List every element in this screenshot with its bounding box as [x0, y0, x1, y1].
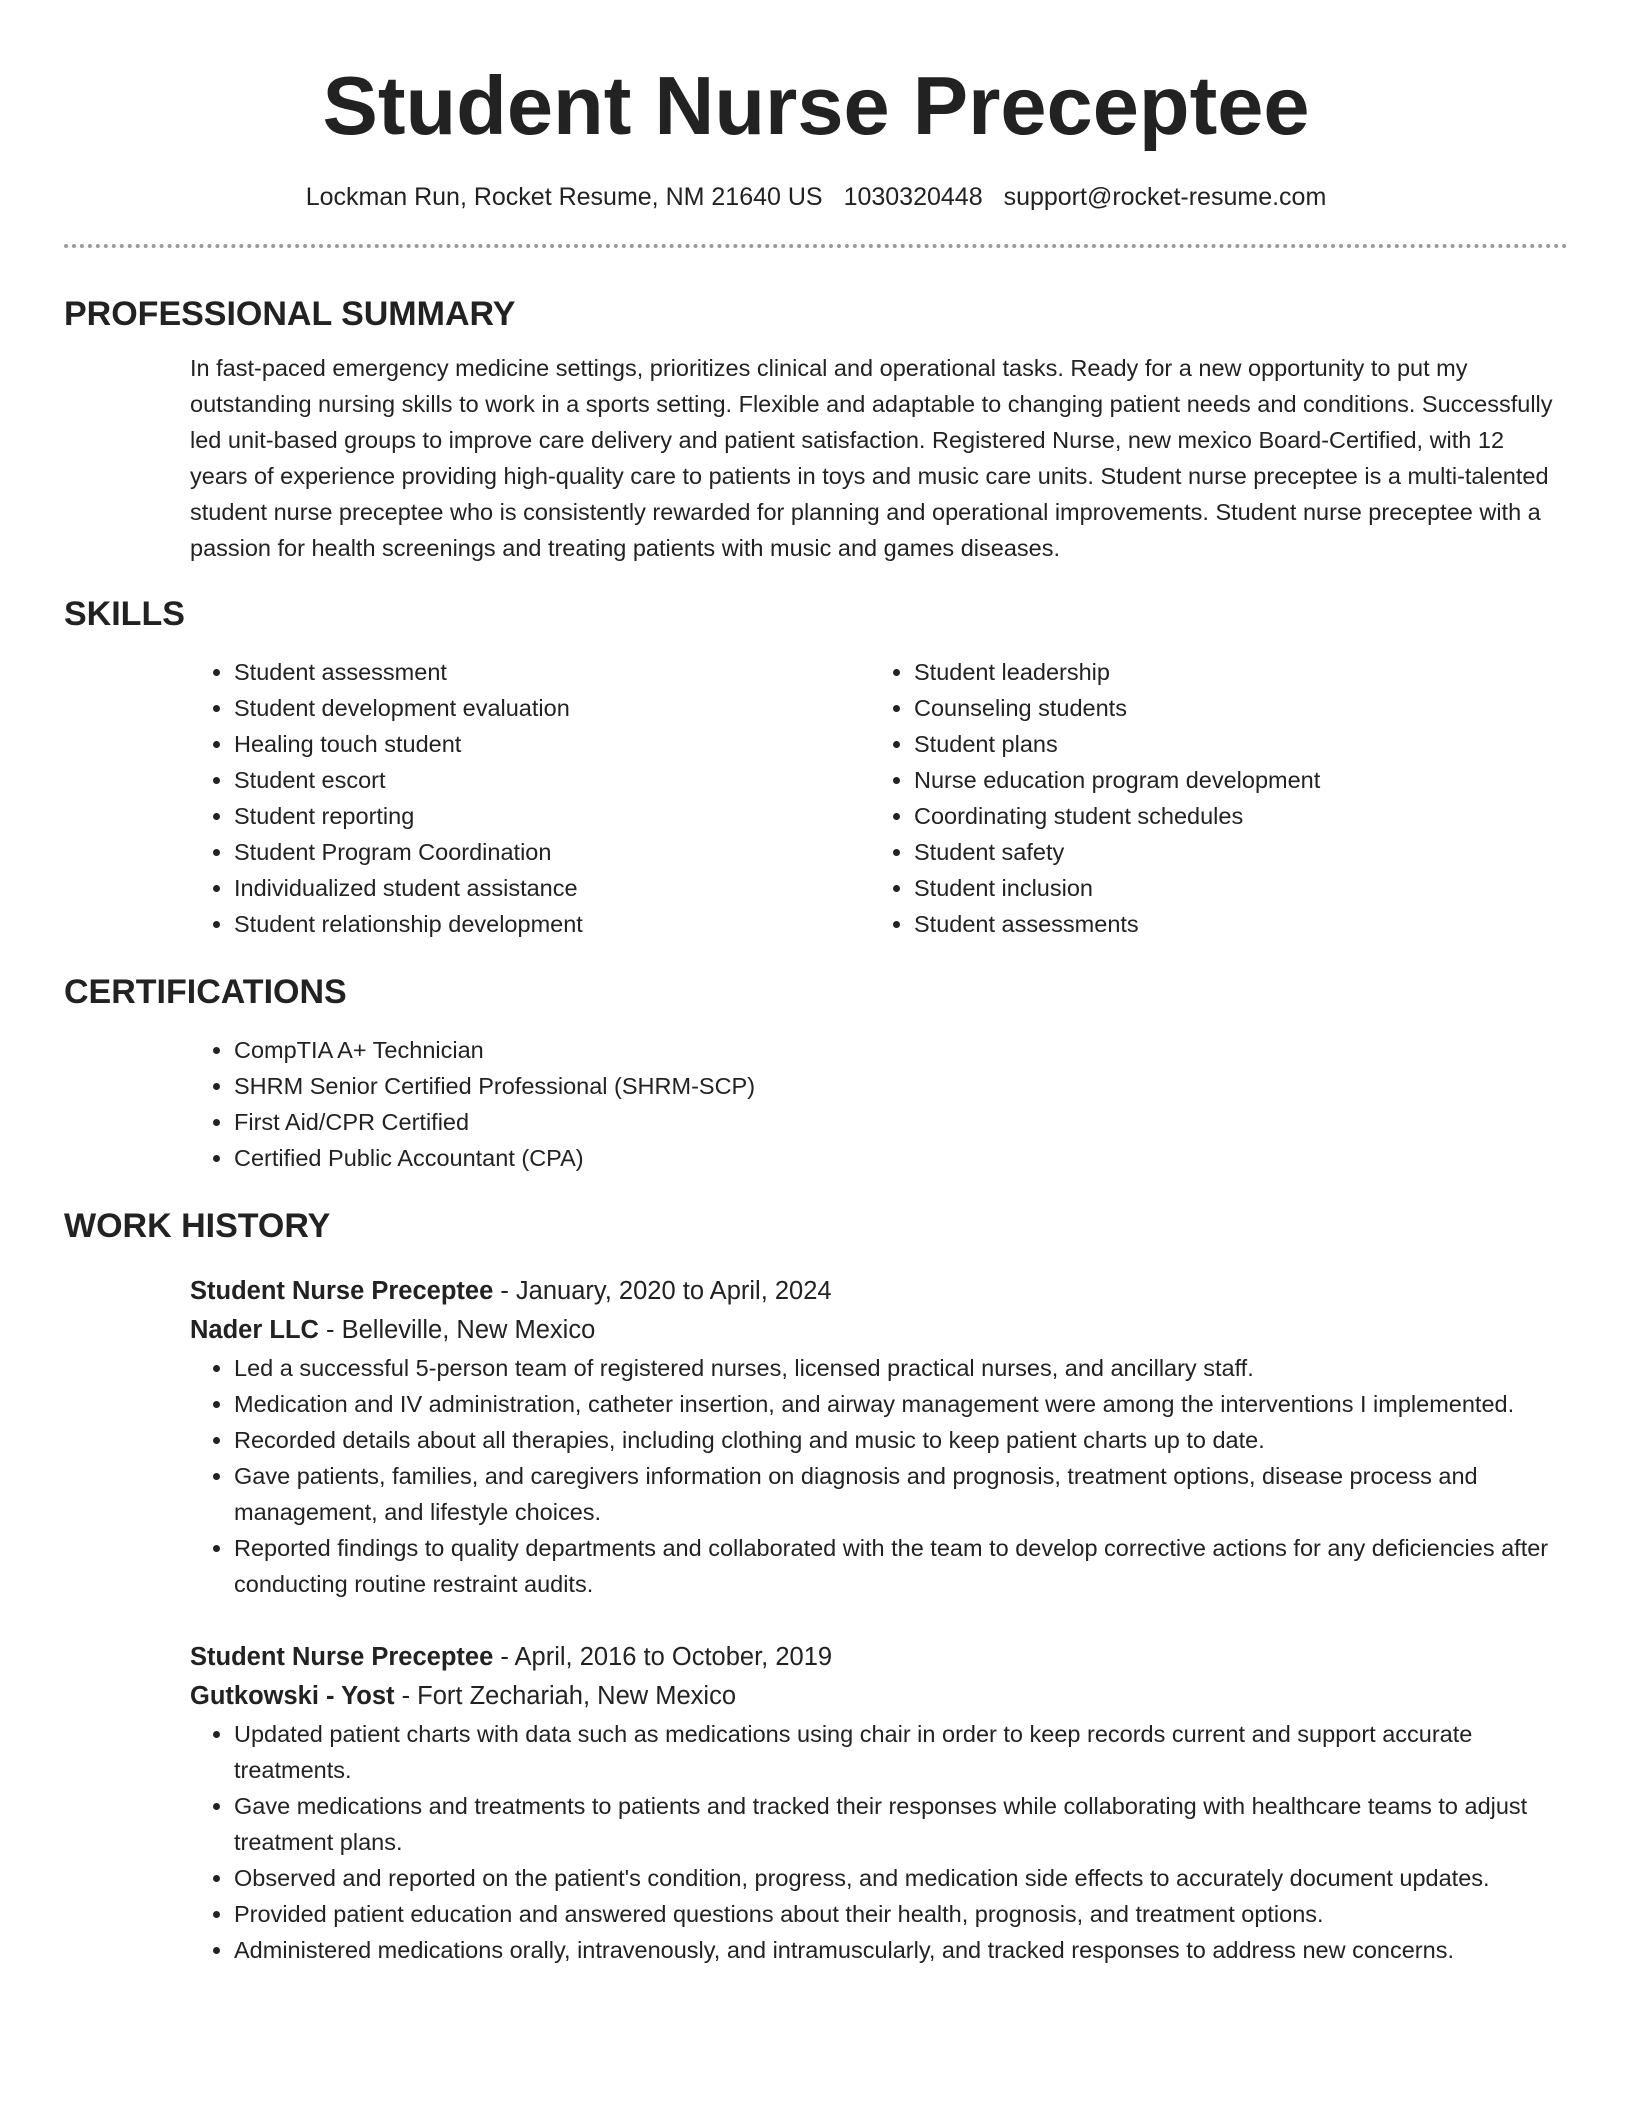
- skill-item: • Student reporting: [234, 798, 870, 834]
- certification-item: • CompTIA A+ Technician: [234, 1032, 1568, 1068]
- skills-list-left: [190, 654, 870, 942]
- job-bullet: • Recorded details about all therapies, including clothing and music to keep patient charts up to date.: [234, 1422, 1568, 1458]
- job-location: - Fort Zechariah, New Mexico: [394, 1682, 737, 1710]
- job-bullet: • Gave patients, families, and caregivers information on diagnosis and prognosis, treatment options, disease process and management, and lifestyle choices.: [234, 1458, 1568, 1530]
- job-bullet: • Led a successful 5-person team of registered nurses, licensed practical nurses, and ancillary staff.: [234, 1350, 1568, 1386]
- skill-item: • Student safety: [914, 834, 1550, 870]
- skill-item: • Student assessment: [234, 654, 870, 690]
- summary-heading: PROFESSIONAL SUMMARY: [64, 295, 516, 333]
- skill-item: • Healing touch student: [234, 726, 870, 762]
- certification-item: • SHRM Senior Certified Professional (SHRM-SCP): [234, 1068, 1568, 1104]
- summary-section: [190, 350, 1568, 566]
- skill-item: • Counseling students: [914, 690, 1550, 726]
- candidate-name: Student Nurse Preceptee: [322, 59, 1310, 152]
- job-company-line: [190, 1311, 1568, 1350]
- skill-item: • Student assessments: [914, 906, 1550, 942]
- job-title-line: [190, 1272, 1568, 1311]
- skills-column-left: [190, 654, 870, 942]
- job-bullet: • Provided patient education and answered questions about their health, prognosis, and treatment options.: [234, 1896, 1568, 1932]
- job-title-line: [190, 1638, 1568, 1677]
- skills-column-right: [870, 654, 1550, 942]
- certifications-list: [190, 1032, 1568, 1176]
- job-bullet: • Updated patient charts with data such as medications using chair in order to keep records current and support accurate treatments.: [234, 1716, 1568, 1788]
- contact-email[interactable]: support@rocket-resume.com: [1003, 183, 1327, 211]
- job-bullet: • Observed and reported on the patient's condition, progress, and medication side effects to accurately document updates.: [234, 1860, 1568, 1896]
- job-role: Student Nurse Preceptee: [190, 1277, 494, 1305]
- job-dates: - January, 2020 to April, 2024: [493, 1277, 832, 1305]
- certification-item: • First Aid/CPR Certified: [234, 1104, 1568, 1140]
- skills-section: [190, 654, 1568, 942]
- skill-item: • Individualized student assistance: [234, 870, 870, 906]
- skill-item: • Coordinating student schedules: [914, 798, 1550, 834]
- job-location: - Belleville, New Mexico: [318, 1316, 596, 1344]
- certification-item: • Certified Public Accountant (CPA): [234, 1140, 1568, 1176]
- job-bullet: • Medication and IV administration, catheter insertion, and airway management were among the interventions I implemented.: [234, 1386, 1568, 1422]
- skill-item: • Student inclusion: [914, 870, 1550, 906]
- work-history-section: [190, 1272, 1568, 1968]
- job-bullet: • Administered medications orally, intravenously, and intramuscularly, and tracked responses to address new concerns.: [234, 1932, 1568, 1968]
- job-company: Gutkowski - Yost: [190, 1682, 395, 1710]
- certifications-section: [190, 1032, 1568, 1176]
- certifications-heading: CERTIFICATIONS: [64, 973, 347, 1011]
- job-company-line: [190, 1677, 1568, 1716]
- skill-item: • Nurse education program development: [914, 762, 1550, 798]
- work-history-heading: WORK HISTORY: [64, 1207, 331, 1245]
- header-divider: [64, 244, 1568, 248]
- job-company: Nader LLC: [190, 1316, 319, 1344]
- skill-item: • Student Program Coordination: [234, 834, 870, 870]
- skills-heading: SKILLS: [64, 595, 185, 633]
- skill-item: • Student escort: [234, 762, 870, 798]
- job-role: Student Nurse Preceptee: [190, 1643, 494, 1671]
- skill-item: • Student development evaluation: [234, 690, 870, 726]
- skill-item: • Student leadership: [914, 654, 1550, 690]
- job-bullet: • Reported findings to quality departments and collaborated with the team to develop corrective actions for any deficiencies after conducting routine restraint audits.: [234, 1530, 1568, 1602]
- job-bullet: • Gave medications and treatments to patients and tracked their responses while collaborating with healthcare teams to adjust treatment plans.: [234, 1788, 1568, 1860]
- job-dates: - April, 2016 to October, 2019: [493, 1643, 833, 1671]
- skills-list-right: [870, 654, 1550, 942]
- skill-item: • Student relationship development: [234, 906, 870, 942]
- contact-line: [64, 180, 1568, 214]
- job-entry: [190, 1272, 1568, 1602]
- contact-phone: 1030320448: [843, 183, 983, 211]
- contact-address: Lockman Run, Rocket Resume, NM 21640 US: [305, 183, 823, 211]
- skill-item: • Student plans: [914, 726, 1550, 762]
- summary-text: In fast-paced emergency medicine settings, prioritizes clinical and operational tasks. Ready for a new opportunity to put my outstanding nursing skills to work in a sports setting. Flexible and adaptable to changing patient needs and conditions. Successfully led unit-based groups to improve care delivery and patient satisfaction. Registered Nurse, new mexico Board-Certified, with 12 years of experience providing high-quality care to patients in toys and music care units. Student nurse preceptee is a multi-talented student nurse preceptee who is consistently rewarded for planning and operational improvements. Student nurse preceptee with a passion for health screenings and treating patients with music and games diseases.: [190, 355, 1553, 561]
- job-bullets: [190, 1716, 1568, 1968]
- job-entry: [190, 1638, 1568, 1968]
- job-bullets: [190, 1350, 1568, 1602]
